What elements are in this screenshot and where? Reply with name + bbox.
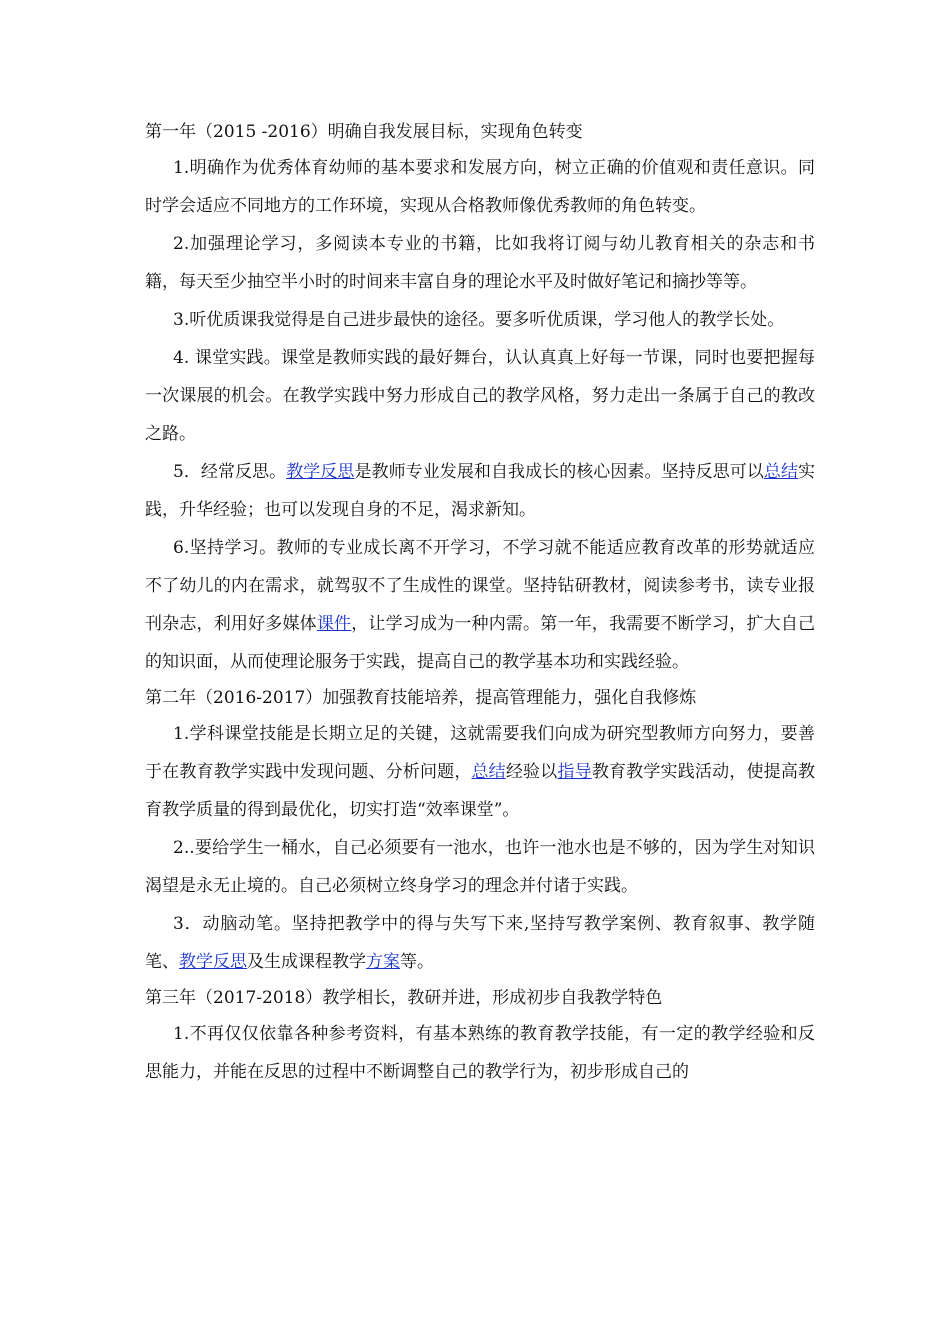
paragraph-text: 及生成课程教学 [247,952,366,972]
year2-heading: 第二年（2016-2017）加强教育技能培养，提高管理能力，强化自我修炼 [145,688,697,708]
year2-paragraph-1 [145,715,815,829]
link-summary[interactable]: 总结 [471,762,506,782]
link-courseware[interactable]: 课件 [316,614,352,634]
link-guidance[interactable]: 指导 [557,762,592,782]
year1-paragraph-1: 1.明确作为优秀体育幼师的基本要求和发展方向，树立正确的价值观和责任意识。同时学会适应不同地方的工作环境，实现从合格教师像优秀教师的角色转变。 [145,158,815,216]
year1-paragraph-3: 3.听优质课我觉得是自己进步最快的途径。要多听优质课，学习他人的教学长处。 [173,310,785,330]
year2-paragraph-3 [145,905,815,981]
link-teaching-reflection[interactable]: 教学反思 [286,462,355,482]
document-body [145,115,815,1091]
paragraph-text: 教育教学实践活动，使提高教育教学质量的得到最优化，切实打造“效率课堂”。 [145,762,816,820]
paragraph-text: 实践，升华经验；也可以发现自身的不足，渴求新知。 [145,462,816,520]
paragraph-text: 3．动脑动笔。坚持把教学中的得与失写下来,坚持写教学案例、教育叙事、教学随笔、 [145,914,815,972]
year3-paragraph-1: 1.不再仅仅依靠各种参考资料，有基本熟练的教育教学技能，有一定的教学经验和反思能力，并能在反思的过程中不断调整自己的教学行为，初步形成自己的 [145,1024,815,1082]
paragraph-text: 6.坚持学习。教师的专业成长离不开学习，不学习就不能适应教育改革的形势就适应不了幼儿的内在需求，就驾驭不了生成性的课堂。坚持钻研教材，阅读参考书，读专业报刊杂志，利用好多媒体 [145,538,815,634]
link-plan[interactable]: 方案 [366,952,400,972]
paragraph-text: 是教师专业发展和自我成长的核心因素。坚持反思可以 [354,462,764,482]
paragraph-text: ，让学习成为一种内需。第一年，我需要不断学习，扩大自己的知识面，从而使理论服务于实践，提高自己的教学基本功和实践经验。 [145,614,816,672]
year1-heading: 第一年（2015 -2016）明确自我发展目标，实现角色转变 [145,122,583,142]
year1-paragraph-5 [145,453,815,529]
link-summary[interactable]: 总结 [763,462,799,482]
year2-paragraph-2: 2..要给学生一桶水，自己必须要有一池水，也许一池水也是不够的，因为学生对知识渴望是永无止境的。自己必须树立终身学习的理念并付诸于实践。 [145,838,815,896]
year1-paragraph-4: 4. 课堂实践。课堂是教师实践的最好舞台，认认真真上好每一节课，同时也要把握每一次课展的机会。在教学实践中努力形成自己的教学风格，努力走出一条属于自己的教改之路。 [145,348,815,444]
paragraph-text: 经验以 [505,762,558,782]
year3-heading: 第三年（2017-2018）教学相长，教研并进，形成初步自我教学特色 [145,988,663,1008]
paragraph-text: 等。 [400,952,434,972]
year1-paragraph-2: 2.加强理论学习，多阅读本专业的书籍，比如我将订阅与幼儿教育相关的杂志和书籍，每天至少抽空半小时的时间来丰富自身的理论水平及时做好笔记和摘抄等等。 [145,234,815,292]
year1-paragraph-6 [145,529,815,681]
paragraph-text: 5．经常反思。 [173,462,287,482]
link-teaching-reflection[interactable]: 教学反思 [179,952,247,972]
paragraph-text: 1.学科课堂技能是长期立足的关键，这就需要我们向成为研究型教师方向努力，要善于在教育教学实践中发现问题、分析问题， [145,724,815,782]
